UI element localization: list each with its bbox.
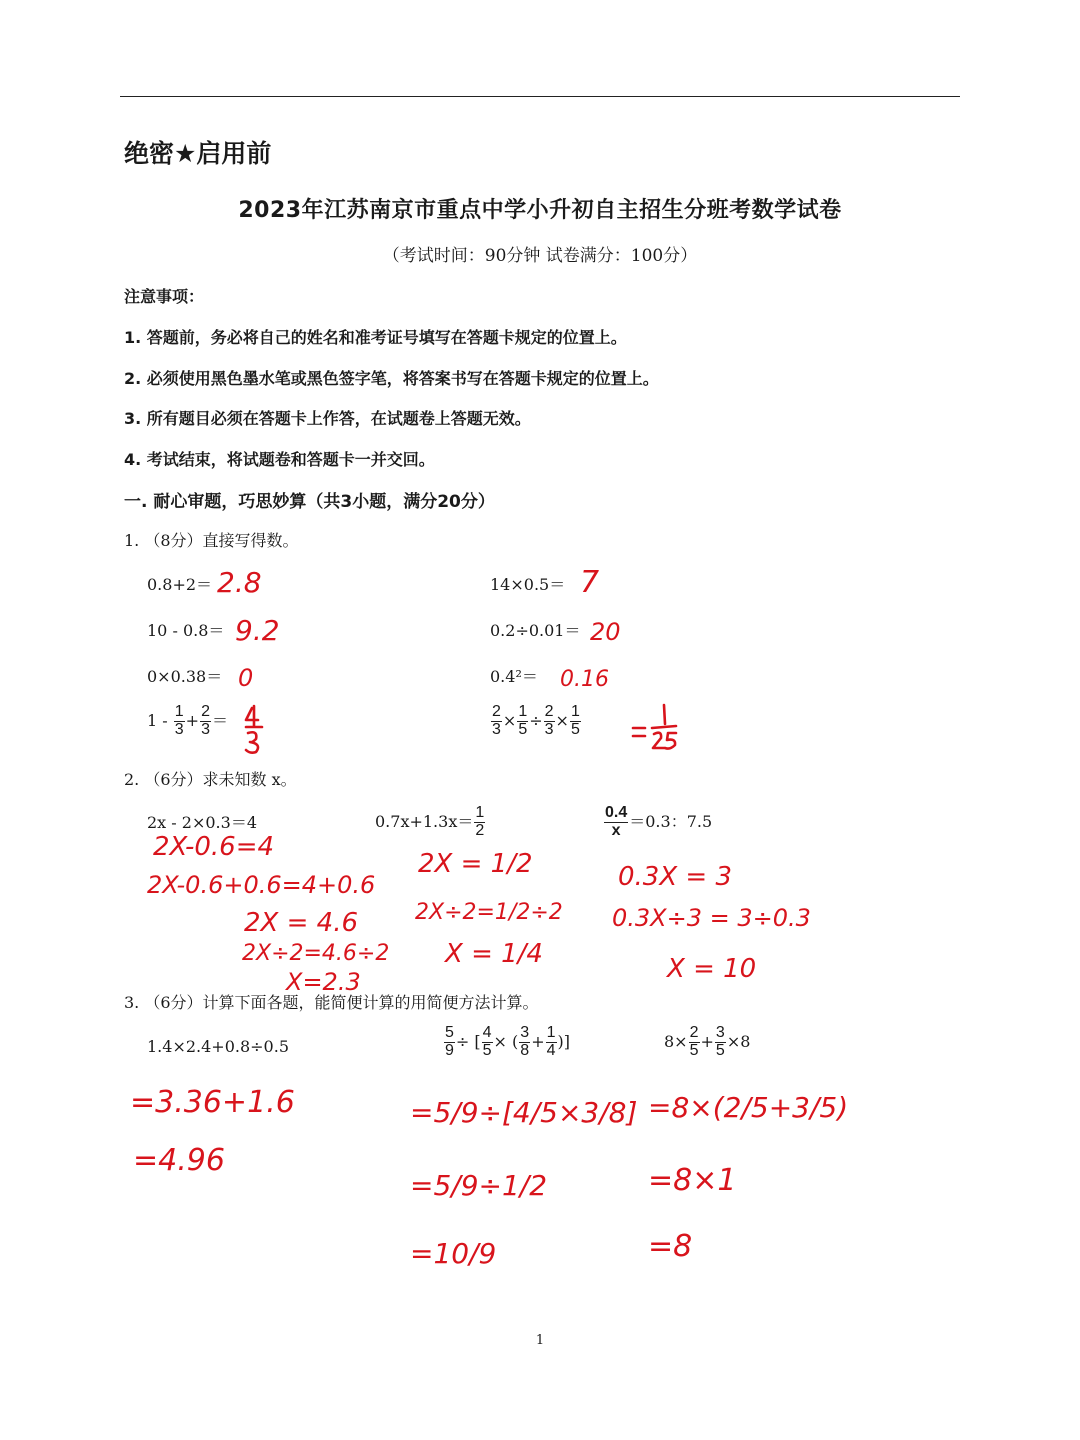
q3-expr-1: 1.4×2.4+0.8÷0.5: [147, 1037, 289, 1056]
secret-mark: 绝密★启用前: [124, 139, 272, 168]
note-item: 1. 答题前，务必将自己的姓名和准考证号填写在答题卡规定的位置上。: [124, 328, 627, 347]
page-number: 1: [535, 1333, 545, 1348]
q2-work1-line: X=2.3: [286, 968, 361, 996]
question-stem: 3. （6分）计算下面各题，能简便计算的用简便方法计算。: [124, 993, 539, 1012]
note-item: 3. 所有题目必须在答题卡上作答，在试题卷上答题无效。: [124, 409, 531, 428]
fraction: $\frac{5}{9}$: [445, 1024, 454, 1059]
notes-heading: 注意事项：: [124, 287, 205, 306]
fraction: $\frac{2}{5}$: [689, 1024, 699, 1059]
q3-work2-line: =5/9÷1/2: [410, 1169, 548, 1202]
q2-work3-line: X = 10: [667, 954, 757, 984]
section-heading: 一. 耐心审题，巧思妙算（共3小题，满分20分）: [124, 492, 495, 512]
q2-work1-line: 2X-0.6+0.6=4+0.6: [147, 871, 376, 899]
fraction: $\frac{1}{2}$: [475, 804, 485, 839]
fraction: $\frac{2}{3}$: [544, 703, 554, 738]
note-item: 4. 考试结束，将试题卷和答题卡一并交回。: [124, 450, 435, 469]
fraction: $\frac{4}{5}$: [482, 1024, 492, 1059]
q2-eq-3: $\frac{0.4}{x}$ ＝0.3：7.5: [605, 804, 713, 839]
q2-work1-line: 2X÷2=4.6÷2: [242, 941, 390, 966]
q3-work1-line: =4.96: [133, 1143, 225, 1178]
q3-expr-3: 8× $\frac{2}{5}$ + $\frac{3}{5}$ ×8: [664, 1024, 751, 1059]
fraction: $\frac{3}{5}$: [715, 1024, 725, 1059]
q1-answer-4: 20: [590, 618, 621, 646]
fraction: $\frac{3}{8}$: [520, 1024, 530, 1059]
q1-answer-1: 2.8: [217, 566, 262, 599]
q2-work2-line: X = 1/4: [445, 939, 543, 969]
q3-work1-line: =3.36+1.6: [130, 1085, 295, 1120]
note-item: 2. 必须使用黑色墨水笔或黑色签字笔，将答案书写在答题卡规定的位置上。: [124, 369, 659, 388]
q2-work1-line: 2X-0.6=4: [153, 832, 275, 862]
q1-expr-7: 1 - $\frac{1}{3}$ + $\frac{2}{3}$ ＝: [147, 703, 228, 738]
q3-work3-line: =8: [648, 1229, 693, 1264]
q2-eq-1: 2x - 2×0.3＝4: [147, 813, 257, 832]
fraction: $\frac{1}{5}$: [518, 703, 528, 738]
q1-answer-3: 9.2: [235, 614, 280, 647]
fraction: $\frac{0.4}{x}$: [605, 804, 628, 839]
fraction: $\frac{1}{3}$: [174, 703, 184, 738]
q1-answer-8-handwritten: [633, 705, 676, 749]
exam-title: 2023年江苏南京市重点中学小升初自主招生分班考数学试卷: [238, 198, 842, 223]
q3-work3-line: =8×1: [648, 1163, 737, 1198]
q1-expr-2: 14×0.5＝: [490, 575, 566, 594]
exam-subtitle: （考试时间：90分钟 试卷满分：100分）: [382, 246, 698, 266]
fraction: $\frac{1}{4}$: [546, 1024, 556, 1059]
q1-expr-1: 0.8+2＝: [147, 575, 213, 594]
q2-eq-2: 0.7x+1.3x＝ $\frac{1}{2}$: [375, 804, 485, 839]
q2-work3-line: 0.3X÷3 = 3÷0.3: [612, 904, 811, 932]
q2-work3-line: 0.3X = 3: [618, 862, 733, 892]
q1-answer-6: 0.16: [560, 667, 609, 692]
q1-answer-7-handwritten: [246, 706, 262, 753]
q1-expr-8: $\frac{2}{3}$ × $\frac{1}{5}$ ÷ $\frac{2}{3}$ × $\frac{1}{5}$: [492, 703, 580, 738]
q3-work2-line: =10/9: [410, 1237, 497, 1270]
question-stem: 1. （8分）直接写得数。: [124, 531, 299, 550]
q1-answer-5: 0: [238, 664, 254, 692]
q1-expr-5: 0×0.38＝: [147, 667, 223, 686]
q1-answer-2: 7: [580, 565, 600, 600]
q1-expr-6: 0.4²＝: [490, 667, 538, 686]
q3-expr-2: $\frac{5}{9}$ ÷ [ $\frac{4}{5}$ × ( $\frac{3}{8}$ + $\frac{1}{4}$ )]: [445, 1024, 570, 1059]
q2-work1-line: 2X = 4.6: [244, 908, 359, 938]
q1-expr-3: 10 - 0.8＝: [147, 621, 225, 640]
header-rule: [120, 96, 960, 97]
q2-work2-line: 2X÷2=1/2÷2: [415, 900, 563, 925]
q3-work3-line: =8×(2/5+3/5): [648, 1091, 849, 1124]
q3-work2-line: =5/9÷[4/5×3/8]: [410, 1096, 638, 1129]
fraction: $\frac{1}{5}$: [570, 703, 580, 738]
fraction: $\frac{2}{3}$: [201, 703, 210, 738]
question-stem: 2. （6分）求未知数 x。: [124, 770, 297, 789]
q1-expr-4: 0.2÷0.01＝: [490, 621, 581, 640]
fraction: $\frac{2}{3}$: [492, 703, 501, 738]
q2-work2-line: 2X = 1/2: [418, 849, 533, 879]
